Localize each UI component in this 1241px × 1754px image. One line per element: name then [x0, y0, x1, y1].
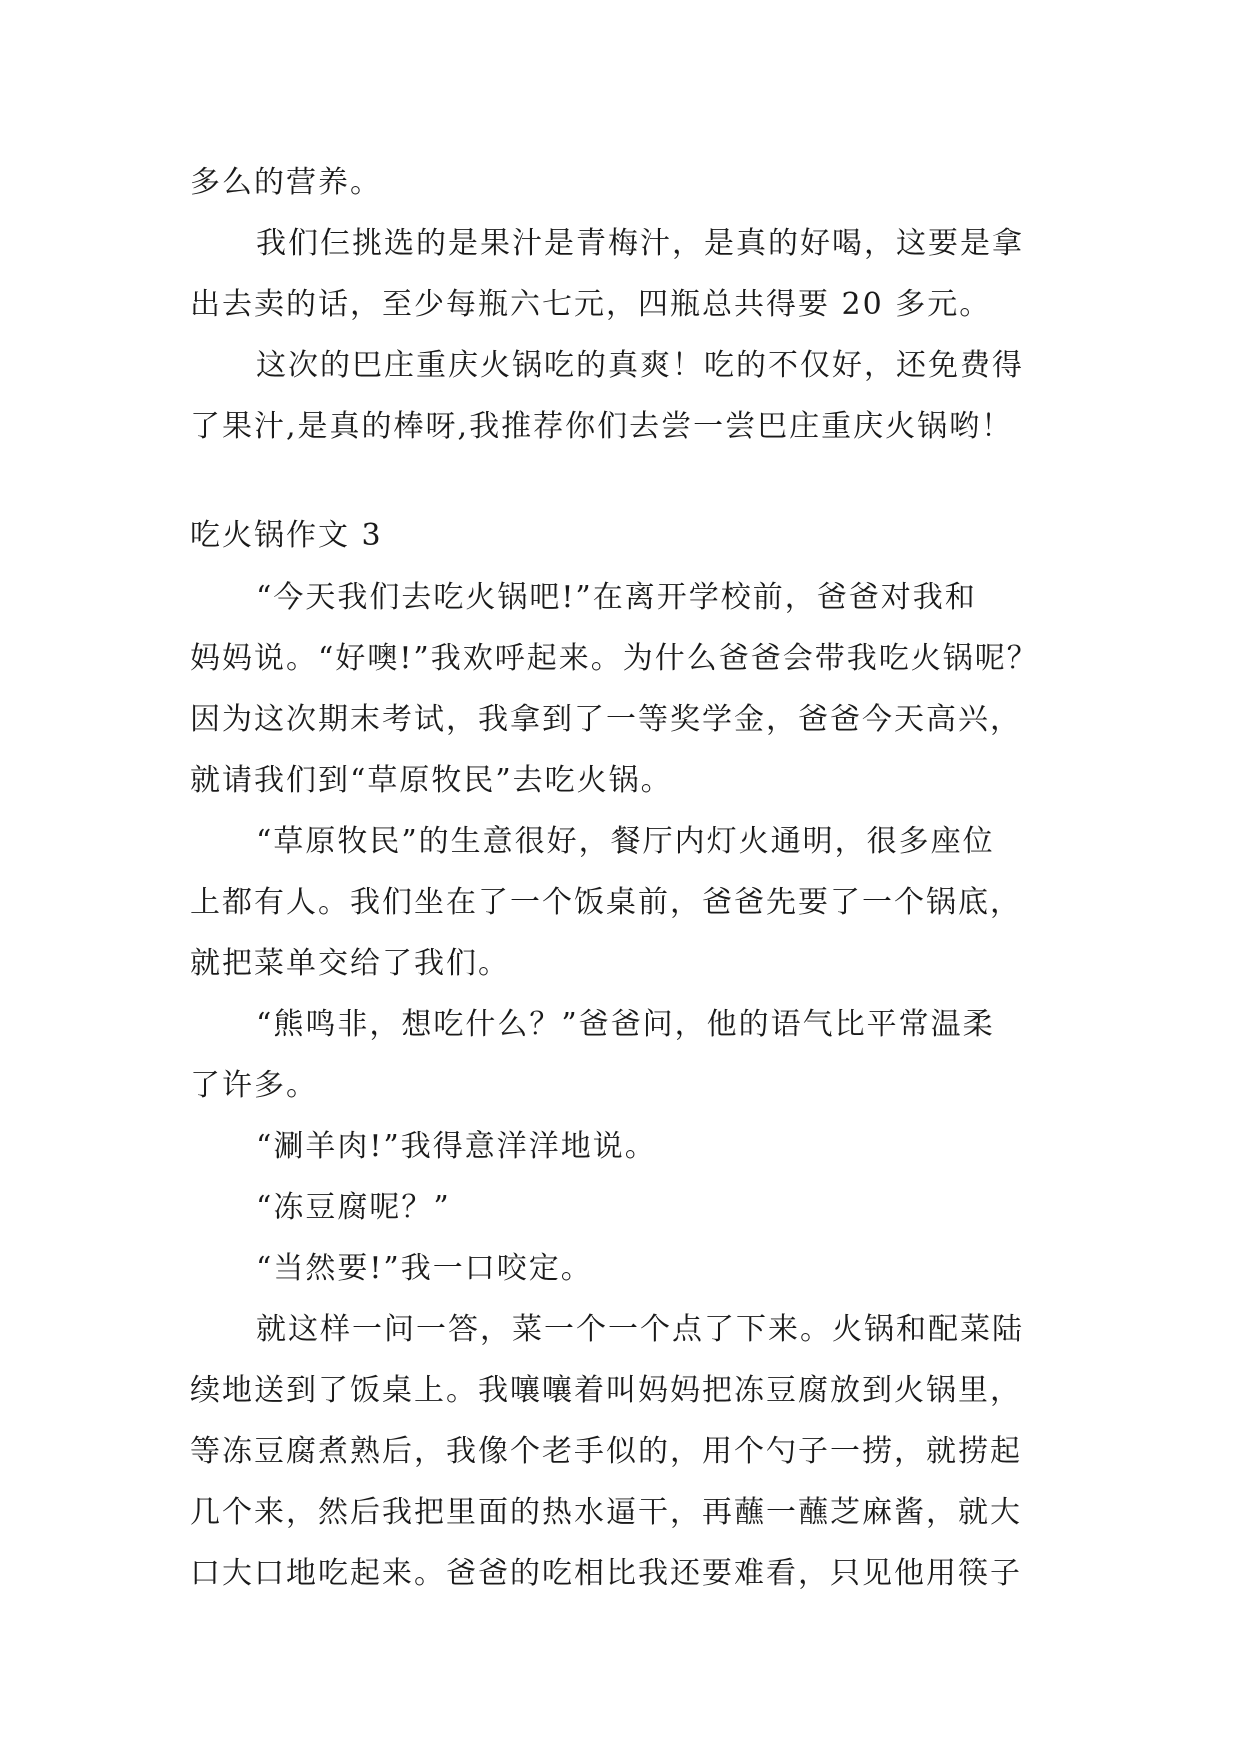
text-line: “涮羊肉!”我得意洋洋地说。 — [256, 1129, 657, 1164]
text-line: 几个来，然后我把里面的热水逼干，再蘸一蘸芝麻酱，就大 — [190, 1495, 1022, 1530]
text-line: 就这样一问一答，菜一个一个点了下来。火锅和配菜陆 — [256, 1312, 1024, 1347]
text-line: 出去卖的话，至少每瓶六七元，四瓶总共得要 20 多元。 — [190, 287, 992, 322]
text-line: 等冻豆腐煮熟后，我像个老手似的，用个勺子一捞，就捞起 — [190, 1434, 1022, 1469]
section-heading: 吃火锅作文 3 — [190, 518, 383, 553]
text-line: 就请我们到“草原牧民”去吃火锅。 — [190, 763, 673, 798]
text-line: 了许多。 — [190, 1068, 318, 1103]
text-line: “熊鸣非，想吃什么？”爸爸问，他的语气比平常温柔 — [256, 1007, 995, 1042]
text-line: “草原牧民”的生意很好，餐厅内灯火通明，很多座位 — [256, 824, 995, 859]
text-line: “当然要!”我一口咬定。 — [256, 1251, 593, 1286]
text-line: 了果汁,是真的棒呀,我推荐你们去尝一尝巴庄重庆火锅哟！ — [190, 409, 1014, 444]
text-line: 口大口地吃起来。爸爸的吃相比我还要难看，只见他用筷子 — [190, 1556, 1022, 1591]
text-line: “今天我们去吃火锅吧!”在离开学校前，爸爸对我和 — [256, 580, 977, 615]
text-line: 因为这次期末考试，我拿到了一等奖学金，爸爸今天高兴， — [190, 702, 1022, 737]
text-line: 我们仨挑选的是果汁是青梅汁，是真的好喝，这要是拿 — [256, 226, 1024, 261]
text-line: 续地送到了饭桌上。我嚷嚷着叫妈妈把冻豆腐放到火锅里， — [190, 1373, 1022, 1408]
text-line: 妈妈说。“好噢!”我欢呼起来。为什么爸爸会带我吃火锅呢？ — [190, 641, 1039, 676]
text-line: 这次的巴庄重庆火锅吃的真爽！吃的不仅好，还免费得 — [256, 348, 1024, 383]
text-line: 多么的营养。 — [190, 165, 382, 200]
text-line: “冻豆腐呢？” — [256, 1190, 451, 1225]
text-line: 上都有人。我们坐在了一个饭桌前，爸爸先要了一个锅底， — [190, 885, 1022, 920]
text-line: 就把菜单交给了我们。 — [190, 946, 510, 981]
